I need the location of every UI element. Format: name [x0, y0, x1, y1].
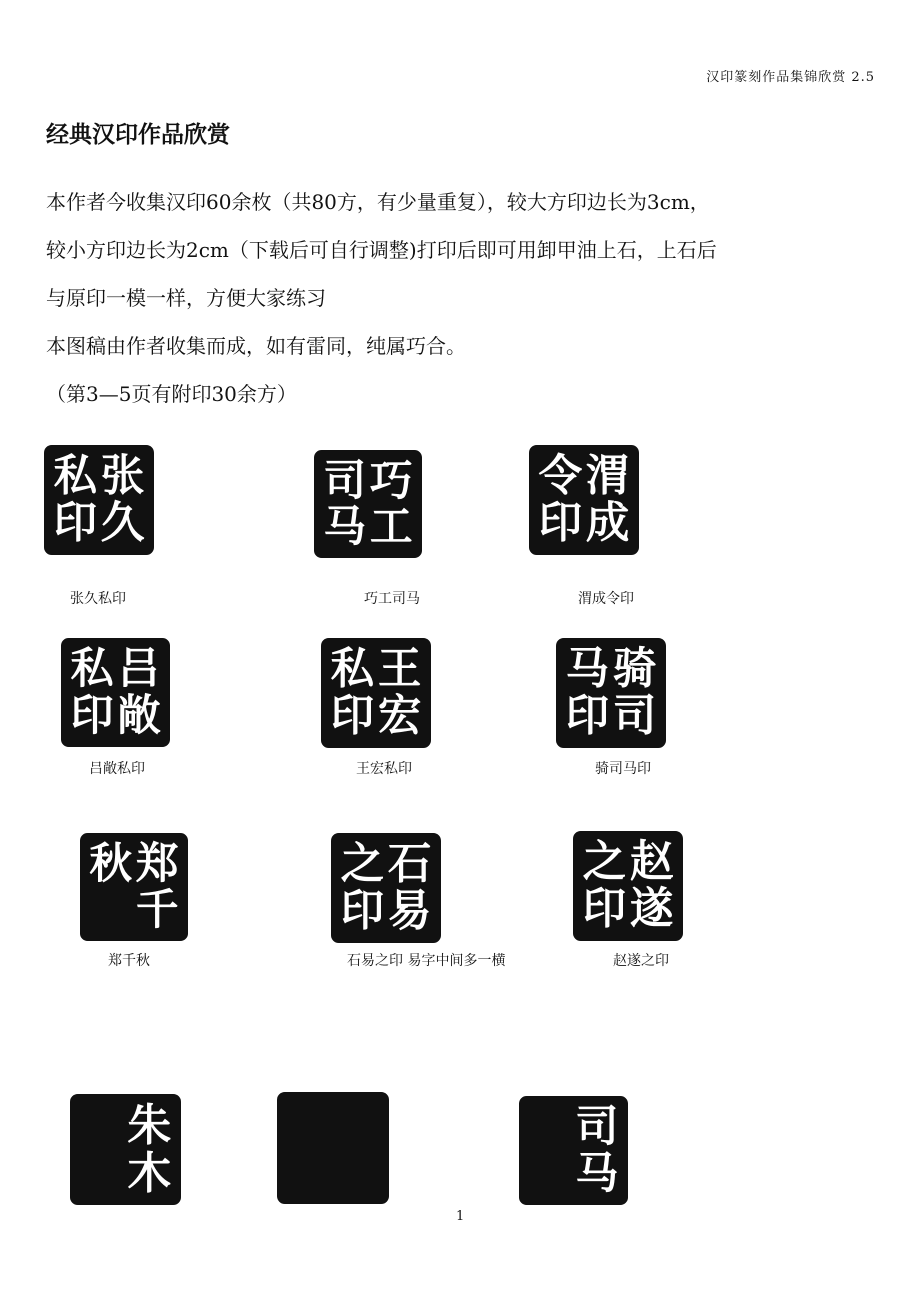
seal-stamp	[70, 1094, 181, 1205]
seal-caption: 赵遂之印	[613, 953, 669, 969]
seal-glyph: 司	[323, 455, 367, 506]
seal-glyph: 之	[582, 837, 627, 888]
seal-glyph: 马	[323, 502, 367, 553]
seal-glyph: 赵	[629, 837, 674, 888]
seal-caption: 张久私印	[70, 591, 126, 607]
seal-glyph: 宏	[377, 691, 422, 742]
seal-stamp	[556, 638, 666, 748]
seal-image	[321, 638, 431, 748]
seal-caption: 巧工司马	[364, 591, 420, 607]
seal-glyph: 马	[565, 644, 610, 695]
seal-glyph: 张	[100, 451, 145, 502]
seal-glyph: 之	[340, 839, 385, 890]
seal-image	[519, 1096, 628, 1205]
document-title: 经典汉印作品欣赏	[46, 122, 230, 148]
seal-image	[61, 638, 170, 747]
seal-image	[277, 1092, 389, 1204]
seal-glyph: 朱	[127, 1100, 172, 1152]
seal-stamp	[519, 1096, 628, 1205]
seal-glyph: 私	[330, 644, 375, 695]
seal-glyph: 石	[387, 839, 432, 890]
seal-glyph: 司	[575, 1102, 619, 1153]
seal-stamp	[44, 445, 154, 555]
seal-image	[529, 445, 639, 555]
seal-stamp	[529, 445, 639, 555]
seal-glyph: 印	[330, 691, 375, 742]
seal-stamp	[277, 1092, 389, 1204]
seal-glyph: 吕	[117, 644, 161, 695]
seal-caption: 骑司马印	[595, 761, 651, 777]
seal-glyph: 马	[575, 1148, 619, 1199]
seal-image	[80, 833, 188, 941]
seal-stamp	[321, 638, 431, 748]
page-number: 1	[456, 1209, 465, 1224]
seal-image	[556, 638, 666, 748]
seal-ink-block	[277, 1092, 389, 1204]
seal-glyph: 令	[538, 451, 583, 502]
seal-glyph: 木	[127, 1147, 172, 1199]
seal-glyph: 骑	[612, 644, 657, 695]
seal-glyph: 印	[53, 498, 98, 549]
seal-glyph: 巧	[369, 455, 413, 506]
intro-line: 较小方印边长为2cm（下载后可自行调整)打印后即可用卸甲油上石，上石后	[46, 238, 717, 262]
seal-stamp	[314, 450, 422, 558]
seal-caption: 渭成令印	[578, 591, 634, 607]
seal-image	[44, 445, 154, 555]
seal-image	[331, 833, 441, 943]
intro-paragraph	[46, 178, 886, 418]
seal-glyph: 工	[369, 502, 413, 553]
seal-glyph: 司	[612, 691, 657, 742]
seal-glyph: 印	[538, 498, 583, 549]
seal-glyph: 印	[70, 690, 114, 741]
seal-glyph: 私	[70, 644, 114, 695]
seal-image	[573, 831, 683, 941]
running-header: 汉印篆刻作品集锦欣赏 2.5	[706, 70, 875, 85]
seal-caption: 郑千秋	[108, 953, 150, 969]
seal-glyph: 印	[582, 884, 627, 935]
seal-glyph: 王	[377, 644, 422, 695]
seal-glyph: 遂	[629, 884, 674, 935]
intro-line: 本作者今收集汉印60余枚（共80方，有少量重复），较大方印边长为3cm，	[46, 190, 710, 214]
seal-glyph: 成	[585, 498, 630, 549]
seal-glyph: 千	[135, 885, 179, 936]
intro-line: （第3—5页有附印30余方）	[46, 382, 297, 406]
seal-glyph: 郑	[135, 838, 179, 889]
seal-glyph: 私	[53, 451, 98, 502]
seal-stamp	[80, 833, 188, 941]
seal-stamp	[61, 638, 170, 747]
seal-glyph: 久	[100, 498, 145, 549]
seal-stamp	[573, 831, 683, 941]
seal-glyph: 敞	[117, 690, 161, 741]
intro-line: 与原印一模一样，方便大家练习	[46, 286, 326, 310]
seal-image	[70, 1094, 181, 1205]
intro-line: 本图稿由作者收集而成，如有雷同，纯属巧合。	[46, 334, 466, 358]
seal-image	[314, 450, 422, 558]
seal-glyph: 秋	[89, 838, 133, 889]
seal-stamp	[331, 833, 441, 943]
seal-glyph: 印	[565, 691, 610, 742]
seal-caption: 王宏私印	[356, 761, 412, 777]
seal-caption: 吕敞私印	[89, 761, 145, 777]
seal-glyph: 印	[340, 886, 385, 937]
seal-glyph: 渭	[585, 451, 630, 502]
seal-caption: 石易之印 易字中间多一横	[347, 953, 506, 969]
seal-glyph: 易	[387, 886, 432, 937]
